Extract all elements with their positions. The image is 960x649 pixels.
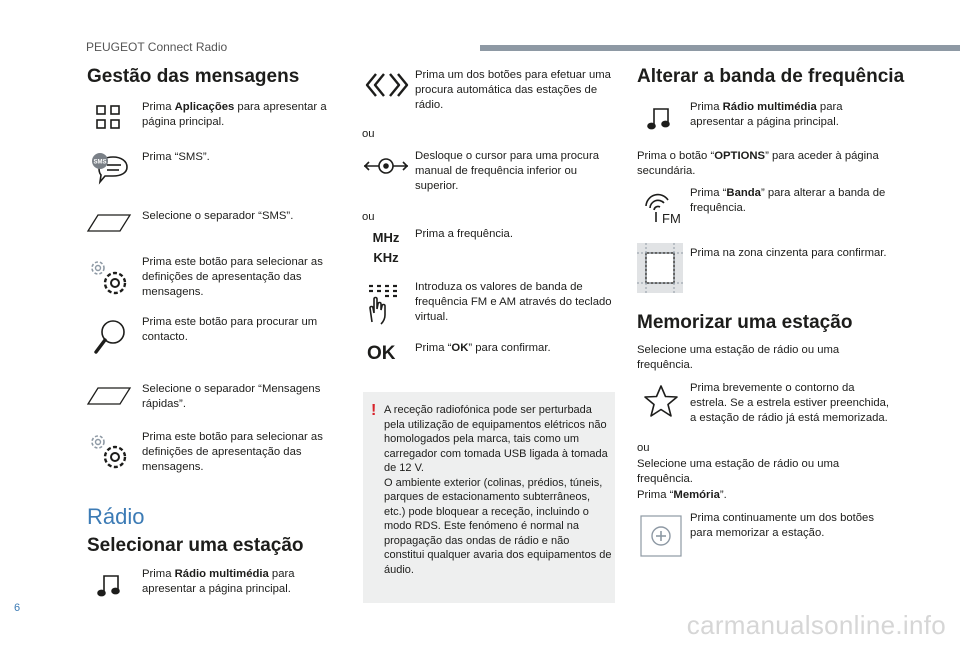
running-header: PEUGEOT Connect Radio — [86, 40, 228, 54]
section-title-memorize: Memorizar uma estação — [637, 312, 853, 333]
item-apps-text: Prima Aplicações para apresentar a página principal. — [142, 101, 327, 128]
sms-bubble-icon — [89, 152, 129, 188]
fm-band-icon — [642, 192, 682, 228]
star-outline-icon — [643, 384, 679, 418]
item-ok-text: Prima “OK” para confirmar. — [415, 342, 551, 354]
section-title-messages: Gestão das mensagens — [87, 66, 300, 87]
item-seek-text: Prima um dos botões para efetuar uma procura automática das estações de rádio. — [415, 69, 611, 111]
item-sms-text: Prima “SMS”. — [142, 151, 210, 163]
or-text-1: ou — [362, 128, 375, 140]
chapter-title-radio: Rádio — [87, 504, 145, 529]
grey-zone-icon — [637, 243, 683, 293]
warning-mark-icon: ! — [371, 402, 377, 419]
memory-paragraph: Prima “Memória”. — [637, 489, 727, 501]
item-search-text: Prima este botão para procurar um contacto. — [142, 316, 318, 343]
music-note-icon — [96, 572, 122, 598]
keypad-hand-icon — [366, 282, 402, 326]
item-tab-sms-text: Selecione o separador “SMS”. — [142, 210, 294, 222]
warning-text: A receção radiofónica pode ser perturbada pela utilização de equipamentos elétricos não homologados pela marca, tais como um carregador com tomada USB ligada à tomada de 12 V. O ambiente exterior (colinas, prédios, túneis, parques de estacionamento subterrâneos, etc.) pode bloquear a receção, incluindo o modo RDS. Este fenómeno é normal na propagação das ondas de rádio e não constitui qualquer avaria dos equipamentos de áudio. — [384, 404, 612, 576]
tab-selector-icon — [86, 212, 132, 234]
khz-label: KHz — [373, 250, 399, 265]
settings-gears-icon — [88, 258, 128, 298]
settings-gears-icon — [88, 432, 128, 472]
sms-icon-label: SMS — [93, 159, 107, 166]
item-band-radio-text: Prima Rádio multimédia para apresentar a página principal. — [690, 101, 843, 128]
page-number: 6 — [14, 602, 21, 614]
select-station-paragraph-1: Selecione uma estação de rádio ou uma frequência. — [637, 344, 840, 371]
item-settings-text-2: Prima este botão para selecionar as definições de apresentação das mensagens. — [142, 431, 323, 473]
music-note-icon — [646, 105, 672, 131]
options-paragraph: Prima o botão “OPTIONS” para aceder à página secundária. — [637, 150, 879, 177]
item-preset-text: Prima continuamente um dos botões para memorizar a estação. — [690, 512, 874, 539]
or-text-3: ou — [637, 442, 650, 454]
item-grey-zone-text: Prima na zona cinzenta para confirmar. — [690, 247, 887, 259]
item-star-text: Prima brevemente o contorno da estrela. Se a estrela estiver preenchida, a estação de rádio já está memorizada. — [690, 382, 890, 424]
tab-selector-icon — [86, 385, 132, 407]
item-slider-text: Desloque o cursor para uma procura manual de frequência inferior ou superior. — [415, 150, 599, 192]
section-title-select-station: Selecionar uma estação — [87, 535, 304, 556]
or-text-2: ou — [362, 211, 375, 223]
magnifier-icon — [92, 318, 128, 356]
item-band-text: Prima “Banda” para alterar a banda de frequência. — [690, 187, 886, 214]
section-title-change-band: Alterar a banda de frequência — [637, 66, 905, 87]
add-preset-icon — [640, 515, 682, 557]
ok-label-icon: OK — [367, 343, 396, 364]
frequency-slider-icon — [362, 155, 410, 177]
mhz-khz-icon — [368, 228, 404, 268]
header-bar — [480, 45, 960, 51]
item-tab-quick-text: Selecione o separador “Mensagens rápidas”. — [142, 383, 321, 410]
apps-grid-icon — [95, 104, 121, 130]
select-station-paragraph-2: Selecione uma estação de rádio ou uma frequência. — [637, 458, 840, 485]
seek-arrows-icon — [364, 70, 410, 100]
item-settings-text-1: Prima este botão para selecionar as definições de apresentação das mensagens. — [142, 256, 323, 298]
item-frequency-text: Prima a frequência. — [415, 228, 513, 240]
item-keypad-text: Introduza os valores de banda de frequência FM e AM através do teclado virtual. — [415, 281, 612, 323]
watermark-text: carmanualsonline.info — [686, 610, 946, 640]
item-radio-media-text: Prima Rádio multimédia para apresentar a página principal. — [142, 568, 295, 595]
fm-label: FM — [662, 211, 681, 226]
mhz-label: MHz — [372, 230, 400, 245]
